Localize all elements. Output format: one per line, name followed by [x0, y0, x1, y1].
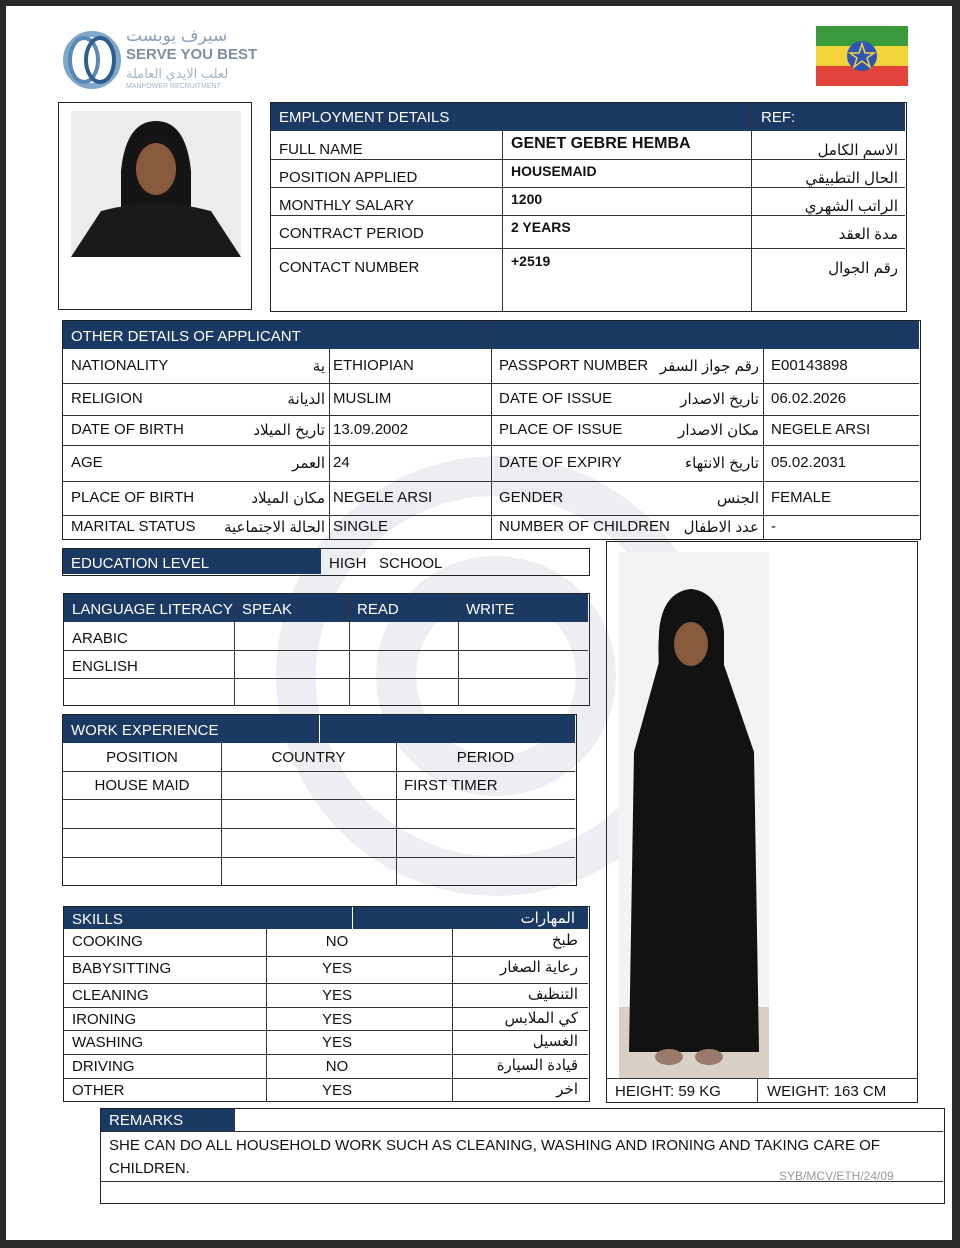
applicant-detail-value: SINGLE — [333, 518, 389, 535]
applicant-detail-arabic: تاريخ الميلاد — [253, 422, 325, 439]
skill-name-arabic: التنظيف — [527, 986, 578, 1003]
skill-name-arabic: طبخ — [551, 932, 578, 949]
skill-name: OTHER — [72, 1082, 125, 1099]
flag-star-emblem-icon — [846, 40, 878, 72]
other-details-title: OTHER DETAILS OF APPLICANT — [71, 328, 301, 345]
language-header: READ — [357, 601, 399, 618]
applicant-detail-arabic: العمر — [292, 455, 325, 472]
employment-row-arabic: الحال التطبيقي — [805, 170, 898, 187]
passport-detail-value: E00143898 — [771, 357, 848, 374]
logo-tagline: MANPOWER RECRUITMENT — [126, 83, 221, 90]
language-header: LANGUAGE LITERACY — [72, 601, 233, 618]
logo-english-name: SERVE YOU BEST — [126, 46, 258, 63]
employment-row-value: GENET GEBRE HEMBA — [511, 135, 691, 152]
logo-arabic-name: سيرف يوبست — [126, 26, 228, 45]
applicant-detail-label: MARITAL STATUS — [71, 518, 196, 535]
passport-detail-value: - — [771, 518, 776, 535]
full-body-photo-frame — [606, 541, 918, 1103]
skill-value: NO — [325, 933, 349, 950]
skills-table — [63, 906, 590, 1102]
education-row — [62, 548, 590, 576]
applicant-detail-value: 13.09.2002 — [333, 421, 409, 438]
skill-value: NO — [325, 1058, 349, 1075]
remarks-line-2: CHILDREN. — [109, 1160, 190, 1177]
work-experience-header: PERIOD — [456, 749, 515, 766]
cv-page — [6, 6, 952, 1240]
passport-detail-arabic: تاريخ الاصدار — [680, 391, 759, 408]
skills-title-ar: المهارات — [520, 910, 575, 927]
applicant-detail-label: RELIGION — [71, 390, 143, 407]
employment-row-arabic: الراتب الشهري — [804, 198, 898, 215]
employment-row-arabic: الاسم الكامل — [817, 142, 898, 159]
applicant-detail-arabic: ية — [312, 358, 325, 375]
passport-detail-value: NEGELE ARSI — [771, 421, 871, 438]
remarks-title: REMARKS — [109, 1112, 184, 1129]
employment-row-value: 1200 — [511, 191, 543, 207]
employment-row-label: FULL NAME — [279, 141, 363, 158]
employment-row-label: CONTRACT PERIOD — [279, 225, 424, 242]
passport-detail-value: 06.02.2026 — [771, 390, 847, 407]
employment-row-arabic: مدة العقد — [838, 226, 898, 243]
passport-detail-value: FEMALE — [771, 489, 832, 506]
skill-value: YES — [321, 1082, 352, 1099]
applicant-detail-value: 24 — [333, 454, 350, 471]
passport-detail-label: PLACE OF ISSUE — [499, 421, 623, 438]
skill-value: YES — [321, 987, 352, 1004]
weight-value: WEIGHT: 163 CM — [767, 1083, 887, 1100]
language-literacy-table — [63, 593, 590, 706]
other-details-table — [62, 320, 921, 540]
passport-detail-arabic: الجنس — [716, 490, 759, 507]
work-row-position: HOUSE MAID — [94, 777, 190, 794]
passport-detail-arabic: مكان الاصدار — [678, 422, 759, 439]
skill-name: IRONING — [72, 1011, 137, 1028]
employment-row-label: POSITION APPLIED — [279, 169, 418, 186]
passport-detail-label: NUMBER OF CHILDREN — [499, 518, 670, 535]
logo-arabic-sub: لعلب الايدي العاملة — [126, 66, 229, 81]
skill-name-arabic: كي الملابس — [504, 1010, 578, 1027]
height-value: HEIGHT: 59 KG — [615, 1083, 721, 1100]
skill-name: DRIVING — [72, 1058, 135, 1075]
skill-value: YES — [321, 1034, 352, 1051]
language-row-name: ARABIC — [72, 630, 128, 647]
skill-name: CLEANING — [72, 987, 149, 1004]
applicant-detail-label: PLACE OF BIRTH — [71, 489, 195, 506]
employment-title: EMPLOYMENT DETAILS — [279, 109, 450, 126]
passport-detail-arabic: رقم جواز السفر — [659, 358, 759, 375]
logo-knot-icon — [62, 28, 122, 92]
applicant-detail-arabic: مكان الميلاد — [251, 490, 325, 507]
employment-row-value: HOUSEMAID — [511, 163, 597, 179]
skill-name: WASHING — [72, 1034, 144, 1051]
employment-row-label: MONTHLY SALARY — [279, 197, 415, 214]
document-code: SYB/MCV/ETH/24/09 — [779, 1169, 894, 1183]
passport-detail-label: DATE OF EXPIRY — [499, 454, 622, 471]
employment-row-value: 2 YEARS — [511, 219, 571, 235]
full-body-photo — [619, 552, 769, 1078]
ref-label: REF: — [761, 109, 796, 126]
passport-detail-label: DATE OF ISSUE — [499, 390, 613, 407]
applicant-detail-value: NEGELE ARSI — [333, 489, 433, 506]
remarks-line-1: SHE CAN DO ALL HOUSEHOLD WORK SUCH AS CLEANING, WASHING AND IRONING AND TAKING CARE OF — [109, 1137, 880, 1154]
language-header: SPEAK — [242, 601, 293, 618]
passport-detail-arabic: عدد الاطفال — [683, 519, 759, 536]
skill-name: COOKING — [72, 933, 143, 950]
passport-detail-value: 05.02.2031 — [771, 454, 847, 471]
skill-value: YES — [321, 960, 352, 977]
work-experience-header: POSITION — [106, 749, 178, 766]
employment-row-label: CONTACT NUMBER — [279, 259, 420, 276]
applicant-detail-arabic: الحالة الاجتماعية — [223, 519, 325, 536]
portrait-photo-frame — [58, 102, 252, 310]
passport-detail-arabic: تاريخ الانتهاء — [685, 455, 759, 472]
applicant-detail-label: AGE — [71, 454, 103, 471]
applicant-detail-label: DATE OF BIRTH — [71, 421, 184, 438]
applicant-detail-label: NATIONALITY — [71, 357, 169, 374]
skill-name-arabic: رعاية الصغار — [500, 959, 578, 976]
education-label: EDUCATION LEVEL — [71, 555, 210, 572]
education-value: HIGH SCHOOL — [329, 555, 443, 572]
ethiopia-flag — [816, 26, 908, 86]
work-row-period: FIRST TIMER — [404, 777, 498, 794]
skill-name-arabic: قيادة السيارة — [496, 1057, 578, 1074]
skill-name-arabic: اخر — [556, 1081, 578, 1098]
company-logo — [62, 26, 258, 96]
skill-value: YES — [321, 1011, 352, 1028]
language-row-name: ENGLISH — [72, 658, 138, 675]
skill-name-arabic: الغسيل — [532, 1033, 578, 1050]
skills-title: SKILLS — [72, 911, 123, 928]
remarks-box — [100, 1108, 945, 1204]
work-experience-header: COUNTRY — [271, 749, 346, 766]
passport-detail-label: GENDER — [499, 489, 564, 506]
employment-details-table — [270, 102, 907, 312]
skill-name: BABYSITTING — [72, 960, 172, 977]
work-experience-title: WORK EXPERIENCE — [71, 722, 219, 739]
language-header: WRITE — [466, 601, 515, 618]
employment-row-value: +2519 — [511, 253, 551, 269]
work-experience-table — [62, 714, 577, 886]
applicant-detail-arabic: الديانة — [287, 391, 325, 408]
applicant-detail-value: MUSLIM — [333, 390, 392, 407]
portrait-photo — [71, 111, 241, 257]
passport-detail-label: PASSPORT NUMBER — [499, 357, 649, 374]
applicant-detail-value: ETHIOPIAN — [333, 357, 414, 374]
employment-row-arabic: رقم الجوال — [828, 260, 898, 277]
